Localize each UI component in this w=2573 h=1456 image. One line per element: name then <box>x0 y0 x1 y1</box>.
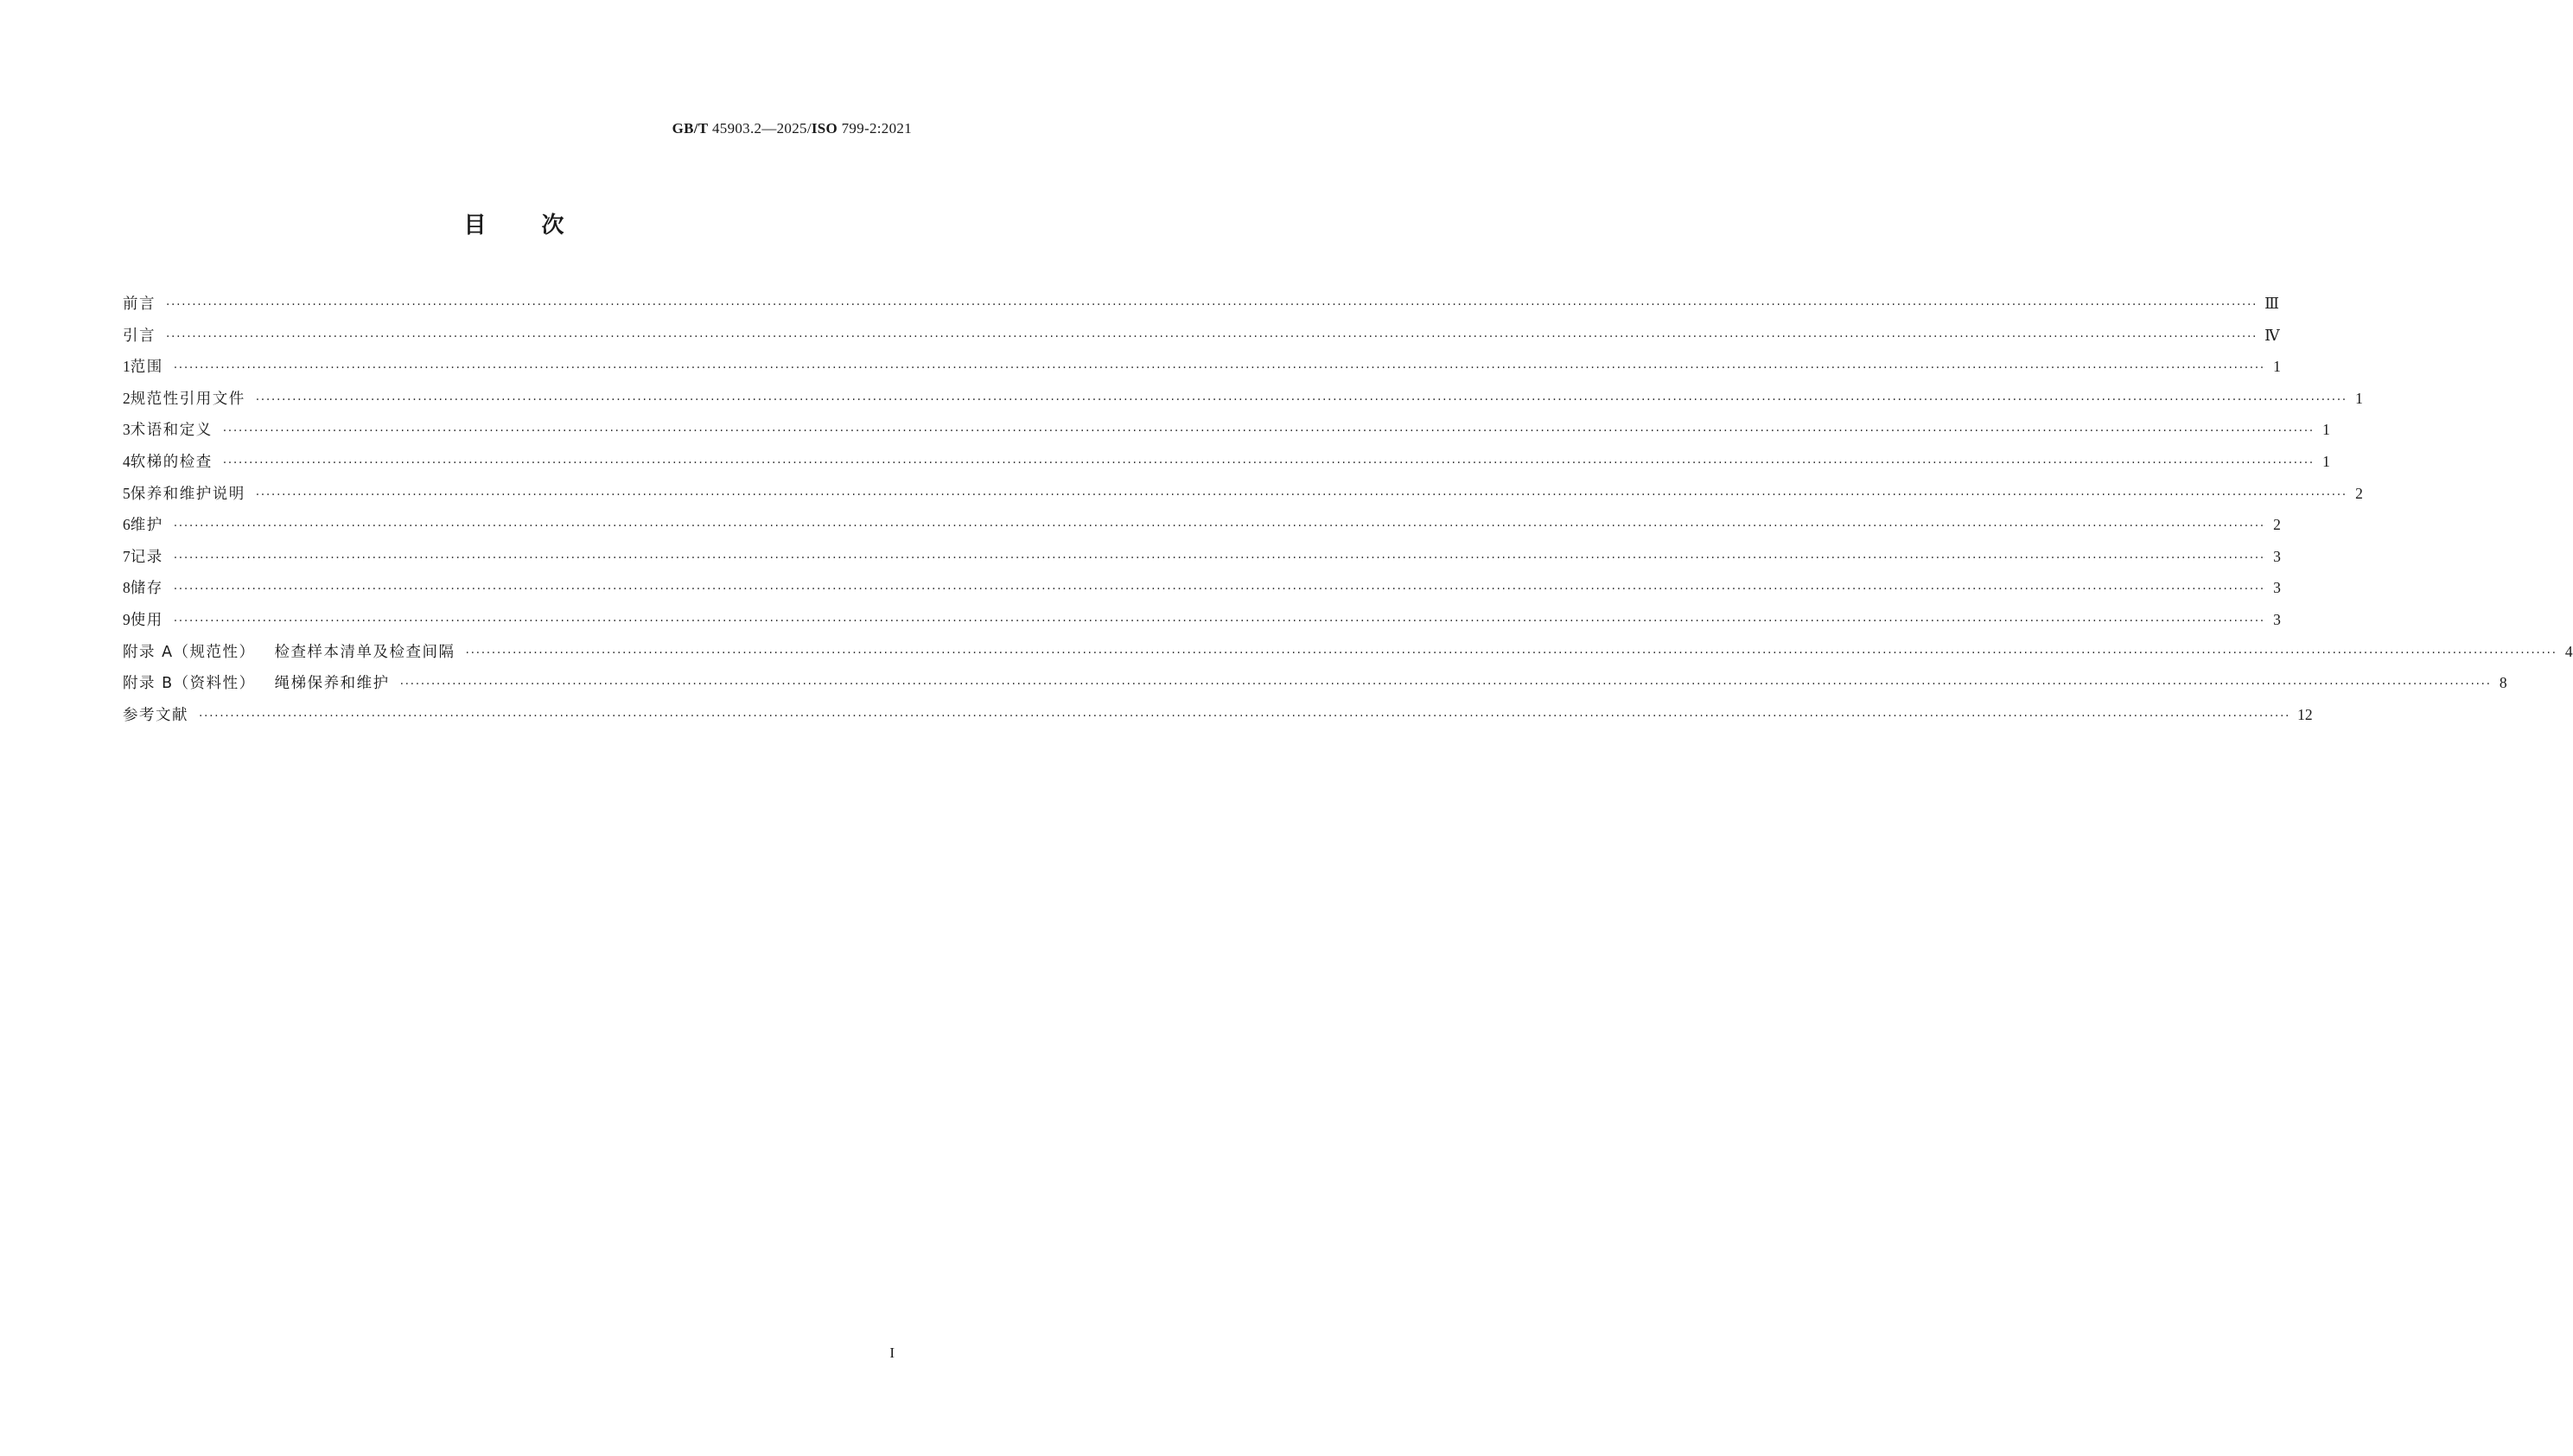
toc-entry[interactable] <box>123 608 2281 640</box>
toc-entry[interactable] <box>123 418 2330 450</box>
code-part-2: 799-2:2021 <box>837 120 912 137</box>
toc-leader-dots: ················································································································································································································································································································································································································ <box>173 582 2265 597</box>
toc-entry-page: Ⅳ <box>2264 326 2280 344</box>
toc-leader-dots: ················································································································································································································································································································································································································ <box>465 645 2557 660</box>
toc-entry-label: 储存 <box>130 580 163 598</box>
toc-leader-dots: ················································································································································································································································································································································································································ <box>166 329 2258 344</box>
table-of-contents <box>123 292 2573 734</box>
toc-entry-number: 7 <box>123 547 131 565</box>
toc-leader-dots: ················································································································································································································································································································································································································ <box>166 298 2258 312</box>
toc-entry-page: 12 <box>2297 705 2313 723</box>
code-part-1: 45903.2—2025/ <box>708 120 812 137</box>
toc-entry[interactable] <box>123 576 2281 608</box>
toc-entry-label: 范围 <box>130 359 163 377</box>
toc-leader-dots: ················································································································································································································································································································································································································ <box>255 392 2347 407</box>
toc-entry-page: 8 <box>2499 674 2507 692</box>
toc-entry-label: 前言 <box>123 296 156 313</box>
toc-entry-number: 8 <box>123 579 131 597</box>
toc-entry-label: 记录 <box>130 548 163 566</box>
toc-leader-dots: ················································································································································································································································································································································································································ <box>173 519 2265 534</box>
toc-entry-page: Ⅲ <box>2264 295 2279 312</box>
toc-entry-label: 规范性引用文件 <box>130 390 245 408</box>
toc-leader-dots: ················································································································································································································································································································································································································ <box>222 455 2315 470</box>
toc-entry[interactable] <box>123 450 2330 482</box>
page-number: I <box>889 1345 895 1361</box>
toc-entry-page: 1 <box>2322 421 2330 439</box>
toc-entry-number: 1 <box>123 358 131 376</box>
toc-leader-dots: ················································································································································································································································································································································································································ <box>222 424 2315 439</box>
toc-entry-label: 绳梯保养和维护 <box>274 675 390 693</box>
toc-entry-number: 2 <box>123 389 131 407</box>
toc-entry-label: 检查样本清单及检查间隔 <box>274 643 455 661</box>
toc-leader-dots: ················································································································································································································································································································································································································ <box>255 487 2347 502</box>
toc-entry[interactable] <box>123 513 2281 545</box>
toc-entry-page: 4 <box>2564 642 2573 660</box>
toc-entry[interactable] <box>123 482 2363 514</box>
toc-entry-page: 2 <box>2355 484 2363 502</box>
toc-entry[interactable] <box>123 640 2573 672</box>
title-char-2: 次 <box>541 213 566 238</box>
code-bold-2: ISO <box>811 120 838 137</box>
toc-entry-page: 3 <box>2273 579 2281 597</box>
toc-entry-page: 3 <box>2273 547 2281 565</box>
toc-entry-prefix: 附录 B（资料性） <box>123 675 256 693</box>
toc-entry-label: 术语和定义 <box>130 422 213 440</box>
code-bold-1: GB/T <box>672 120 709 137</box>
title-char-1: 目 <box>463 213 488 238</box>
toc-entry-number: 6 <box>123 516 131 534</box>
toc-entry[interactable] <box>123 703 2313 735</box>
toc-leader-dots: ················································································································································································································································································································································································································ <box>173 614 2265 628</box>
toc-entry[interactable] <box>123 355 2281 387</box>
toc-entry-label: 参考文献 <box>123 706 188 724</box>
toc-entry-page: 1 <box>2322 452 2330 470</box>
toc-leader-dots: ················································································································································································································································································································································································································ <box>173 550 2265 565</box>
toc-entry[interactable] <box>123 387 2363 419</box>
toc-entry-page: 2 <box>2273 516 2281 534</box>
toc-leader-dots: ················································································································································································································································································································································································································ <box>199 709 2291 723</box>
toc-entry-number: 9 <box>123 610 131 628</box>
toc-entry[interactable] <box>123 292 2279 324</box>
toc-entry-page: 1 <box>2273 358 2281 376</box>
toc-entry-number: 3 <box>123 421 131 439</box>
document-code <box>672 120 912 137</box>
toc-entry-label: 保养和维护说明 <box>130 485 245 503</box>
toc-entry[interactable] <box>123 545 2281 577</box>
toc-entry[interactable] <box>123 671 2507 703</box>
page-title <box>0 207 1029 239</box>
toc-leader-dots: ················································································································································································································································································································································································································ <box>399 677 2492 692</box>
toc-entry-page: 1 <box>2355 389 2363 407</box>
toc-entry-page: 3 <box>2273 610 2281 628</box>
toc-entry-label: 使用 <box>130 611 163 629</box>
toc-entry[interactable] <box>123 324 2280 356</box>
toc-entry-label: 维护 <box>130 517 163 535</box>
toc-entry-label: 软梯的检查 <box>130 453 213 471</box>
toc-entry-number: 4 <box>123 452 131 470</box>
toc-entry-number: 5 <box>123 484 131 502</box>
toc-entry-label: 引言 <box>123 327 156 345</box>
toc-leader-dots: ················································································································································································································································································································································································································ <box>173 361 2265 376</box>
toc-entry-prefix: 附录 A（规范性） <box>123 643 256 661</box>
